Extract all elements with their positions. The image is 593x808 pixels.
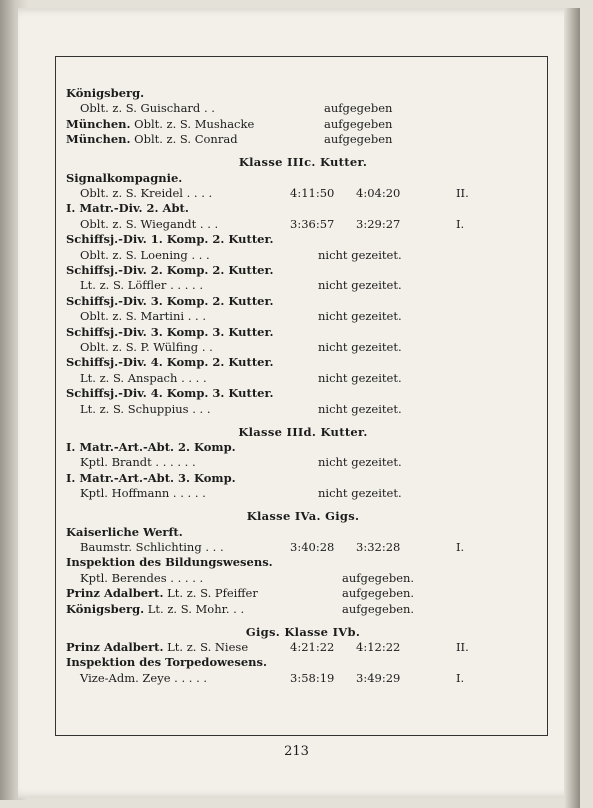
- class-header: Klasse IIIc. Kutter.: [238, 155, 368, 170]
- corrected-time: 3:32:28: [356, 540, 401, 554]
- leader-dots: . .: [233, 601, 245, 616]
- entry-row: [66, 455, 540, 470]
- placing: I.: [456, 670, 465, 685]
- helmsman-name: Vize-Adm. Zeye: [80, 670, 171, 685]
- entry-row: [66, 278, 540, 293]
- status-text: aufgegeben: [324, 101, 393, 116]
- leader-dots: . . . . .: [170, 278, 203, 293]
- corrected-time: 4:12:22: [356, 640, 401, 655]
- class-header: Gigs. Klasse IVb.: [245, 624, 361, 639]
- entry-row: [66, 132, 540, 147]
- corrected-time: 4:04:20: [356, 186, 401, 201]
- helmsman-name: Kptl. Berendes: [80, 570, 167, 585]
- status-text: nicht gezeitet.: [318, 247, 402, 262]
- helmsman-name: Oblt. z. S. P. Wülfing: [80, 339, 199, 354]
- status-text: nicht gezeitet.: [318, 486, 402, 501]
- status-text: aufgegeben.: [342, 586, 415, 601]
- spacer: [66, 502, 540, 510]
- result-row: [66, 540, 540, 555]
- club-name: Schiffsj.-Div. 1. Komp. 2. Kutter.: [66, 232, 274, 247]
- helmsman-name: Oblt. z. S. Kreidel: [80, 186, 183, 201]
- club-name: Königsberg.: [66, 86, 145, 100]
- club-name: Kaiserliche Werft.: [66, 524, 183, 539]
- leader-dots: . . . . .: [170, 570, 204, 585]
- page-number: 213: [284, 744, 309, 759]
- leader-dots: . . .: [205, 540, 224, 554]
- helmsman-name: Lt. z. S. Anspach: [80, 370, 178, 385]
- leader-dots: . . . .: [181, 370, 207, 385]
- entry-row: [66, 602, 540, 617]
- placing: II.: [456, 186, 469, 201]
- result-row: [66, 186, 540, 201]
- status-text: aufgegeben: [324, 116, 393, 131]
- entry-row: [66, 586, 540, 601]
- placing: I.: [456, 540, 465, 554]
- spacer: [66, 148, 540, 156]
- entry-row: [66, 101, 540, 116]
- club-name: München.: [66, 132, 131, 147]
- entry-row: [66, 309, 540, 324]
- helmsman-name: Oblt. z. S. Loening: [80, 247, 188, 262]
- leader-dots: . . . .: [186, 186, 213, 201]
- status-text: aufgegeben.: [342, 601, 415, 616]
- elapsed-time: 3:36:57: [290, 216, 335, 231]
- corrected-time: 3:29:27: [356, 216, 401, 231]
- elapsed-time: 3:40:28: [290, 540, 335, 554]
- helmsman-name: Lt. z. S. Löffler: [80, 278, 167, 293]
- entry-row: [66, 402, 540, 417]
- leader-dots: . . . . .: [172, 486, 206, 501]
- helmsman-name: Oblt. z. S. Conrad: [134, 132, 238, 147]
- club-name: Prinz Adalbert.: [66, 586, 164, 601]
- leader-dots: . . . . . .: [155, 455, 196, 470]
- club-name: Schiffsj.-Div. 2. Komp. 2. Kutter.: [66, 262, 274, 277]
- leader-dots: . .: [201, 339, 213, 354]
- entry-row: [66, 117, 540, 132]
- elapsed-time: 4:11:50: [290, 186, 335, 201]
- corrected-time: 3:49:29: [356, 670, 401, 685]
- helmsman-name: Oblt. z. S. Martini: [80, 309, 185, 324]
- club-name: München.: [66, 116, 131, 131]
- entry-row: [66, 340, 540, 355]
- club-name: Inspektion des Torpedowesens.: [66, 655, 267, 670]
- club-name: Prinz Adalbert.: [66, 640, 164, 655]
- club-name: Schiffsj.-Div. 4. Komp. 2. Kutter.: [66, 355, 274, 370]
- helmsman-name: Lt. z. S. Pfeiffer: [167, 586, 258, 601]
- leader-dots: . . .: [191, 247, 210, 262]
- result-row: [66, 671, 540, 686]
- leader-dots: . .: [203, 101, 215, 116]
- status-text: nicht gezeitet.: [318, 309, 402, 324]
- placing: I.: [456, 216, 465, 231]
- spacer: [66, 617, 540, 625]
- entry-row: [66, 571, 540, 586]
- club-name: Schiffsj.-Div. 3. Komp. 2. Kutter.: [66, 293, 274, 308]
- entry-row: [66, 371, 540, 386]
- club-name: Königsberg.: [66, 601, 145, 616]
- helmsman-name: Lt. z. S. Niese: [167, 640, 249, 655]
- status-text: nicht gezeitet.: [318, 455, 402, 470]
- status-text: aufgegeben: [324, 132, 393, 147]
- club-name: I. Matr.-Art.-Abt. 2. Komp.: [66, 439, 236, 454]
- leader-dots: . . .: [192, 401, 211, 416]
- leader-dots: . . .: [199, 216, 219, 231]
- club-name: I. Matr.-Div. 2. Abt.: [66, 201, 189, 216]
- elapsed-time: 4:21:22: [290, 640, 335, 655]
- helmsman-name: Lt. z. S. Mohr.: [147, 601, 230, 616]
- leader-dots: . . . . .: [174, 670, 208, 685]
- helmsman-name: Oblt. z. S. Mushacke: [134, 116, 255, 131]
- status-text: nicht gezeitet.: [318, 370, 402, 385]
- helmsman-name: Oblt. z. S. Guischard: [80, 101, 201, 116]
- helmsman-name: Oblt. z. S. Wiegandt: [80, 216, 197, 231]
- placing: II.: [456, 640, 469, 655]
- helmsman-name: Kptl. Brandt: [80, 455, 152, 470]
- helmsman-name: Baumstr. Schlichting: [80, 540, 202, 554]
- status-text: nicht gezeitet.: [318, 339, 402, 354]
- spacer: [66, 417, 540, 425]
- status-text: aufgegeben.: [342, 570, 415, 585]
- club-name: I. Matr.-Art.-Abt. 3. Komp.: [66, 470, 236, 485]
- entry-row: [66, 486, 540, 501]
- regatta-results-list: [66, 86, 540, 686]
- status-text: nicht gezeitet.: [318, 278, 402, 293]
- club-name: Schiffsj.-Div. 4. Komp. 3. Kutter.: [66, 386, 274, 401]
- helmsman-name: Kptl. Hoffmann: [80, 486, 170, 501]
- club-name: Schiffsj.-Div. 3. Komp. 3. Kutter.: [66, 324, 274, 339]
- class-header: Klasse IVa. Gigs.: [246, 509, 360, 524]
- helmsman-name: Lt. z. S. Schuppius: [80, 401, 189, 416]
- club-name: Inspektion des Bildungswesens.: [66, 555, 273, 570]
- entry-row: [66, 248, 540, 263]
- result-row: [66, 217, 540, 232]
- club-name: Signalkompagnie.: [66, 170, 183, 185]
- elapsed-time: 3:58:19: [290, 670, 335, 685]
- leader-dots: . . .: [187, 309, 206, 324]
- result-row: [66, 640, 540, 655]
- page-edge-shadow: [564, 8, 580, 808]
- status-text: nicht gezeitet.: [318, 401, 402, 416]
- class-header: Klasse IIId. Kutter.: [238, 424, 368, 439]
